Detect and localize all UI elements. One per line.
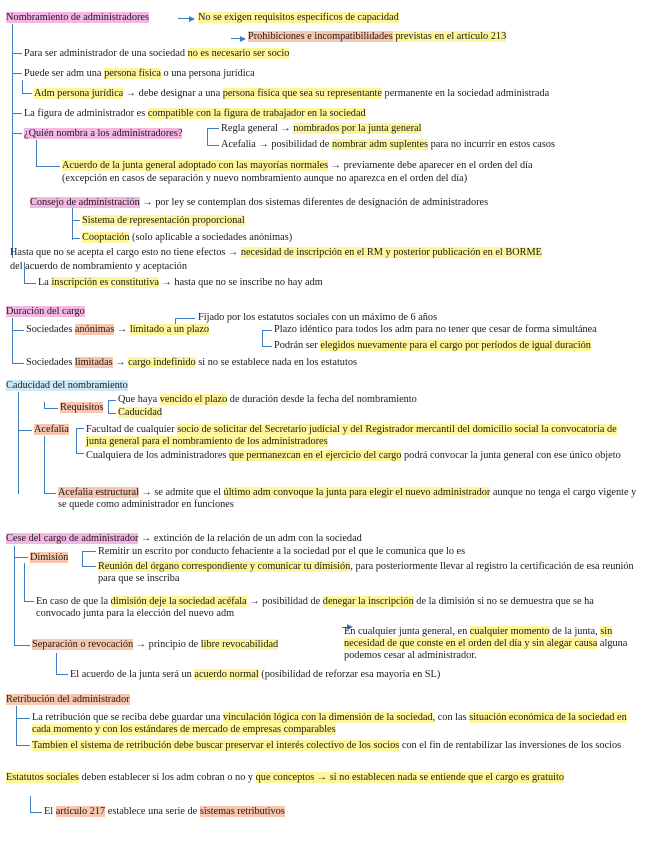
connector-line [12, 53, 22, 54]
connector-line [36, 166, 60, 167]
consejo-administracion: Consejo de administración → por ley se contemplan dos sistemas diferentes de designación de administradores [30, 197, 489, 208]
section-title-retribucion: Retribución del administrador [6, 694, 130, 705]
representacion-proporcional: Sistema de representación proporcional [82, 215, 245, 226]
regla-general: Regla general → nombrados por la junta general [221, 123, 422, 134]
excepcion-separacion: (excepción en casos de separación y nuevo nombramiento aunque no aparezca en el orden del día) [62, 173, 468, 184]
acefalia-suplentes: Acefalia → posibilidad de nombrar adm suplentes para no incurrir en estos casos [221, 139, 555, 150]
arrow-right-icon [240, 36, 246, 42]
acefalia-label: Acefalia [34, 424, 69, 435]
interes-colectivo: Tambien el sistema de retribución debe buscar preservar el interés colectivo de los socios con el fin de rentabilizar las inversiones de los socios [32, 740, 622, 751]
cualquier-junta: En cualquier junta general, en cualquier momento de la junta, sin necesidad de que conste en el orden del día y sin alegar causa alguna podemos cesar al administrador. [344, 626, 628, 661]
connector-line [18, 430, 32, 431]
separacion-revocacion: Separación o revocación → principio de libre revocabilidad [32, 639, 279, 650]
connector-line [30, 796, 31, 813]
section-title-cese: Cese del cargo de administrador → extinción de la relación de un adm con la sociedad [6, 533, 362, 544]
acuerdo-normal: El acuerdo de la junta será un acuerdo normal (posibilidad de reforzar esa mayoría en SL) [70, 669, 441, 680]
connector-line [12, 363, 24, 364]
connector-line [82, 566, 96, 567]
no-necesario-socio: Para ser administrador de una sociedad no es necesario ser socio [24, 48, 290, 59]
connector-line [175, 318, 195, 319]
prohibiciones: Prohibiciones e incompatibilidades previstas en el artículo 213 [248, 31, 507, 42]
acuerdo-nombramiento: del acuerdo de nombramiento y aceptación [10, 261, 187, 272]
connector-line [82, 551, 96, 552]
title-text: Nombramiento de administradores [6, 12, 149, 23]
persona-fisica-juridica: Puede ser adm una persona física o una persona jurídica [24, 68, 255, 79]
connector-line [24, 601, 34, 602]
connector-line [24, 563, 25, 602]
connector-line [14, 645, 30, 646]
connector-line [14, 557, 28, 558]
connector-line [207, 128, 208, 146]
section-title-nombramiento [6, 12, 149, 24]
connector-line [12, 73, 22, 74]
connector-line [22, 80, 23, 94]
connector-line [22, 93, 32, 94]
sociedades-limitadas: Sociedades limitadas → cargo indefinido si no se establece nada en los estatutos [26, 357, 357, 368]
convocatoria-administradores: Cualquiera de los administradores que permanezcan en el ejercicio del cargo podrá convocar la junta general con ese único objeto [86, 450, 621, 461]
fijado-estatutos: Fijado por los estatutos sociales con un máximo de 6 años [198, 312, 438, 323]
connector-line [12, 330, 24, 331]
connector-line [72, 220, 80, 221]
connector-line [56, 674, 68, 675]
plazo-identico: Plazo idéntico para todos los adm para no tener que cesar de forma simultánea [274, 324, 597, 335]
connector-line [76, 453, 84, 454]
connector-line [82, 551, 83, 567]
connector-line [108, 400, 109, 414]
connector-line [16, 745, 30, 746]
connector-line [207, 128, 219, 129]
requisitos-label: Requisitos [60, 402, 104, 413]
connector-line [16, 706, 17, 746]
connector-line [36, 140, 37, 167]
connector-line [12, 318, 13, 364]
connector-line [18, 392, 19, 494]
connector-line [108, 400, 116, 401]
adm-persona-juridica: Adm persona jurídica → debe designar a una persona física que sea su representante permanente en la sociedad administrada [34, 88, 550, 99]
quien-nombra: ¿Quién nombra a los administradores? [24, 128, 183, 139]
connector-line [30, 812, 42, 813]
caducidad-item: Caducidad [118, 407, 163, 418]
connector-line [12, 113, 22, 114]
connector-line [12, 133, 22, 134]
estatutos-sociales: Estatutos sociales deben establecer si los adm cobran o no y que conceptos → si no establecen nada se entiende que el cargo es gratuito [6, 772, 564, 783]
acuerdo-junta: Acuerdo de la junta general adoptado con las mayorías normales → previamente debe aparecer en el orden del día [62, 160, 533, 171]
remitir-escrito: Remitir un escrito por conducto fehaciente a la sociedad por el que le comunica que lo es [98, 546, 466, 557]
connector-line [76, 428, 77, 454]
vinculacion-logica: La retribución que se reciba debe guardar una vinculación lógica con la dimensión de la sociedad, con las situación económica de la sociedad en cada momento y con los estándares de mercado de empresas comparables [32, 712, 627, 735]
dimision-label: Dimisión [30, 552, 69, 563]
facultad-socio: Facultad de cualquier socio de solicitar del Secretario judicial y del Registrador mercantil del domicilio social la convocatoria de junta general para el nombramiento de los administradores [86, 424, 617, 447]
compatible-trabajador: La figura de administrador es compatible con la figura de trabajador en la sociedad [24, 108, 366, 119]
arrow-right-icon [189, 16, 195, 22]
connector-line [262, 330, 272, 331]
dimision-acefala: En caso de que la dimisión deje la sociedad acéfala → posibilidad de denegar la inscripción de la dimisión si no se demuestra que se ha convocado junta para la elección del nuevo adm [36, 596, 594, 619]
articulo-217: El artículo 217 establece una serie de sistemas retributivos [44, 806, 285, 817]
reeleccion: Podrán ser elegidos nuevamente para el cargo por períodos de igual duración [274, 340, 591, 351]
vencido-plazo: Que haya vencido el plazo de duración desde la fecha del nombramiento [118, 394, 417, 405]
inscripcion-constitutiva: La inscripción es constitutiva → hasta que no se inscribe no hay adm [38, 277, 323, 288]
section-title-duracion: Duración del cargo [6, 306, 85, 317]
connector-line [44, 436, 45, 494]
connector-line [108, 413, 116, 414]
sociedades-anonimas: Sociedades anónimas → limitado a un plazo [26, 324, 210, 335]
section-title-caducidad: Caducidad del nombramiento [6, 380, 128, 391]
connector-line [56, 653, 57, 675]
connector-line [262, 330, 263, 347]
connector-line [24, 283, 36, 284]
connector-line [207, 145, 219, 146]
connector-line [44, 493, 56, 494]
reunion-organo: Reunión del órgano correspondiente y comunicar tu dimisión, para posteriormente llevar al registro la certificación de esa reunión para que se inscriba [98, 561, 634, 584]
connector-line [44, 408, 58, 409]
connector-line [262, 346, 272, 347]
connector-line [14, 546, 15, 646]
connector-line [72, 208, 73, 240]
cooptacion: Cooptación (solo aplicable a sociedades anónimas) [82, 232, 293, 243]
acefalia-estructural: Acefalia estructural → se admite que el último adm convoque la junta para elegir el nuevo administrador aunque no tenga el cargo vigente y se quede como administrador en funciones [58, 487, 637, 510]
connector-line [12, 24, 13, 258]
connector-line [72, 238, 80, 239]
connector-line [16, 718, 30, 719]
no-requisitos: No se exigen requisitos específicos de capacidad [198, 12, 399, 23]
aceptacion-cargo: Hasta que no se acepta el cargo esto no tiene efectos → necesidad de inscripción en el RM y posterior publicación en el BORME [10, 247, 542, 258]
connector-line [76, 428, 84, 429]
